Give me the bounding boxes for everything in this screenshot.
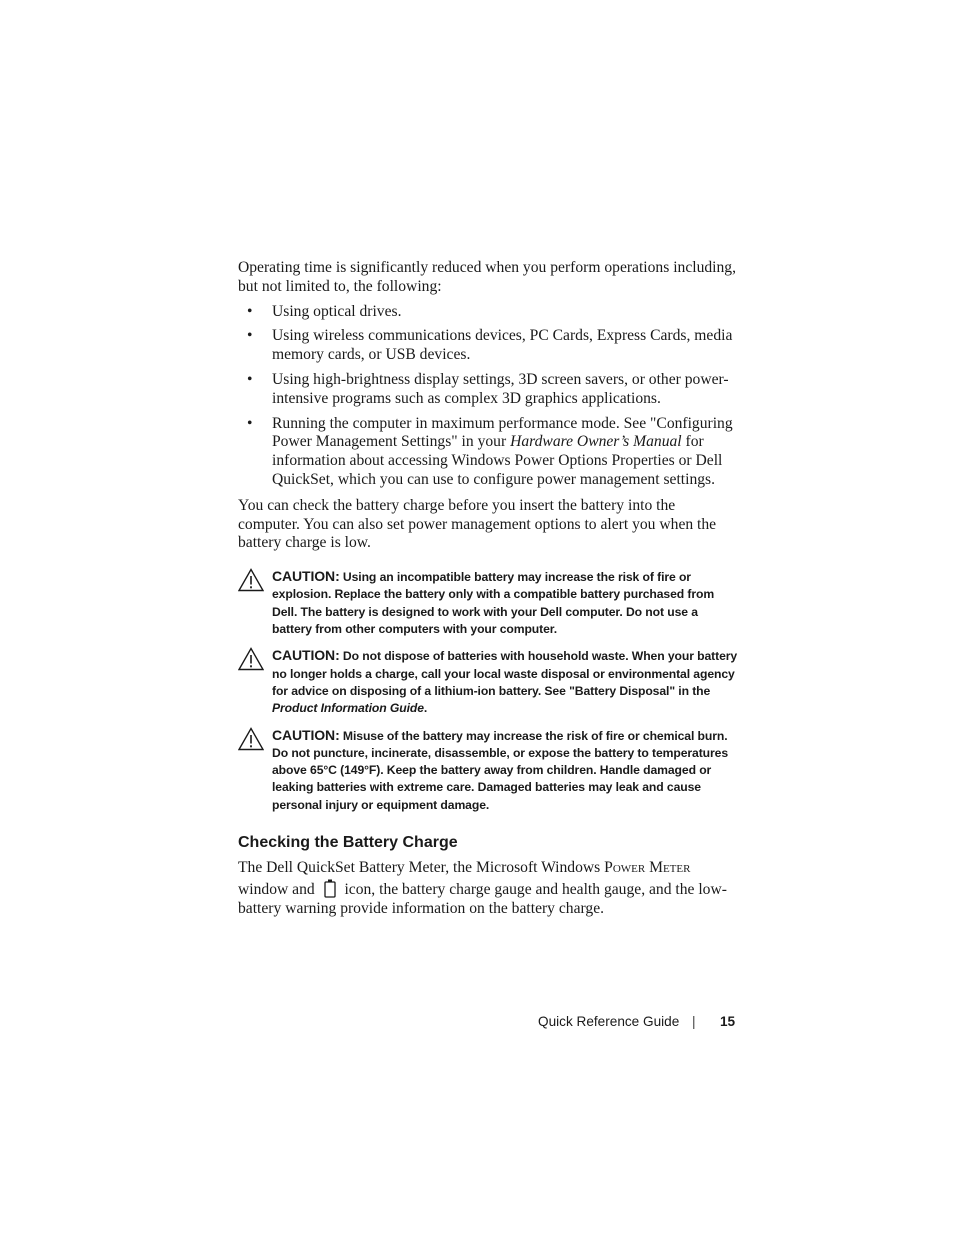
section-text: The Dell QuickSet Battery Meter, the Microsoft Windows (238, 859, 605, 877)
page-content (238, 259, 738, 918)
footer-guide-title: Quick Reference Guide (538, 1014, 680, 1029)
caution-body-tail: . (423, 701, 428, 716)
page-number: 15 (720, 1014, 736, 1029)
list-item-text: Running the computer in maximum performance mode. See "Configuring Power Management Settings" in your (272, 414, 733, 451)
list-item (238, 415, 738, 490)
footer-separator: | (692, 1014, 696, 1029)
bullet-glyph: • (247, 302, 253, 320)
guide-title: Product Information Guide (272, 701, 424, 716)
list-item-text: Using wireless communications devices, PC Cards, Express Cards, media memory cards, or USB devices. (272, 327, 733, 364)
power-meter-term: Power Meter (604, 859, 691, 877)
caution-text (272, 568, 738, 638)
section-heading: Checking the Battery Charge (238, 834, 458, 852)
caution-battery-misuse (238, 727, 738, 814)
list-item-text-tail: for information about accessing Windows Power Options Properties or Dell QuickSet, which you can use to configure power management settings. (272, 433, 723, 488)
operations-list (238, 303, 738, 490)
warning-triangle-icon (238, 727, 264, 751)
caution-label: CAUTION: (272, 726, 340, 743)
warning-triangle-icon (238, 568, 264, 592)
section-text: icon, the battery charge gauge and health gauge, and the low-battery warning provide information on the battery charge. (238, 880, 727, 917)
list-item (238, 303, 738, 322)
list-item (238, 327, 738, 365)
caution-text (272, 647, 738, 717)
caution-text (272, 727, 738, 814)
check-paragraph: You can check the battery charge before you insert the battery into the computer. You can also set power management options to alert you when the battery charge is low. (238, 496, 717, 552)
manual-title: Hardware Owner’s Manual (510, 433, 682, 451)
list-item-text: Using optical drives. (272, 302, 402, 320)
caution-body: Misuse of the battery may increase the risk of fire or chemical burn. Do not puncture, incinerate, disassemble, or expose the battery to temperatures above 65°C (149°F). Keep the battery away from children. Handle damaged or leaking batteries with extreme care. Damaged batteries may leak and cause personal injury or equipment damage. (272, 728, 729, 812)
caution-incompatible-battery (238, 568, 738, 638)
list-item-text: Using high-brightness display settings, 3D screen savers, or other power-intensive programs such as complex 3D graphics applications. (272, 370, 729, 407)
battery-icon (319, 878, 341, 898)
bullet-glyph: • (247, 327, 253, 345)
section-text: window and (238, 880, 319, 898)
caution-body: Do not dispose of batteries with household waste. When your battery no longer holds a charge, call your local waste disposal or environmental agency for advice on disposing of a lithium-ion battery. See "Battery Disposal" in the (272, 649, 738, 698)
bullet-glyph: • (247, 414, 253, 432)
caution-label: CAUTION: (272, 568, 340, 585)
intro-paragraph: Operating time is significantly reduced when you perform operations including, but not limited to, the following: (238, 259, 737, 295)
caution-battery-disposal (238, 647, 738, 717)
bullet-glyph: • (247, 370, 253, 388)
caution-label: CAUTION: (272, 647, 340, 664)
list-item (238, 371, 738, 409)
warning-triangle-icon (238, 647, 264, 671)
caution-body: Using an incompatible battery may increase the risk of fire or explosion. Replace the battery only with a compatible battery purchased from Dell. The battery is designed to work with your Dell computer. Do not use a battery from other computers with your computer. (272, 570, 715, 637)
section-paragraph (238, 859, 738, 918)
